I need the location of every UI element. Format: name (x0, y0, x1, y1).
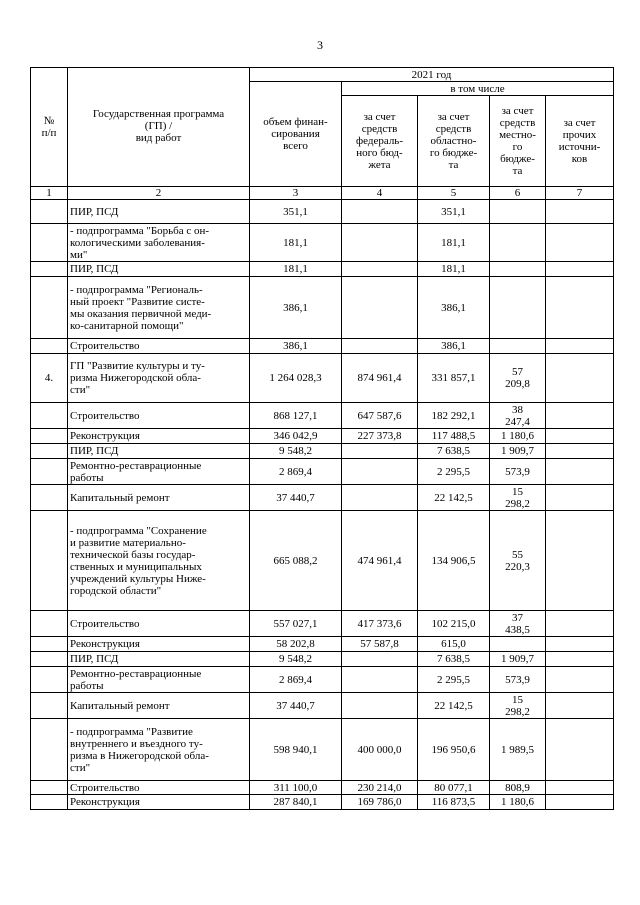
cell-total: 346 042,9 (250, 429, 342, 444)
cell-federal: 57 587,8 (342, 637, 418, 652)
cell-total: 9 548,2 (250, 652, 342, 667)
col-index-7: 7 (546, 187, 614, 200)
row-number (31, 429, 68, 444)
cell-regional: 196 950,6 (418, 719, 490, 781)
header-federal: за счет средств федераль- ного бюд- жета (342, 96, 418, 187)
cell-total: 2 869,4 (250, 667, 342, 693)
cell-regional: 116 873,5 (418, 795, 490, 810)
row-name: Реконструкция (68, 429, 250, 444)
col-index-1: 1 (31, 187, 68, 200)
cell-regional: 117 488,5 (418, 429, 490, 444)
header-num: № п/п (31, 68, 68, 187)
cell-local (490, 224, 546, 262)
cell-other (546, 429, 614, 444)
row-name: Капитальный ремонт (68, 485, 250, 511)
row-number (31, 339, 68, 354)
cell-total: 351,1 (250, 200, 342, 224)
col-index-5: 5 (418, 187, 490, 200)
cell-other (546, 693, 614, 719)
row-name: Ремонтно-реставрационные работы (68, 459, 250, 485)
cell-regional: 386,1 (418, 339, 490, 354)
cell-regional: 134 906,5 (418, 511, 490, 611)
table-row (31, 667, 614, 693)
row-number (31, 444, 68, 459)
cell-other (546, 444, 614, 459)
row-name: - подпрограмма "Региональ- ный проект "Развитие систе- мы оказания первичной меди- ко-санитарной помощи" (68, 277, 250, 339)
cell-regional: 80 077,1 (418, 781, 490, 795)
row-number (31, 637, 68, 652)
cell-other (546, 224, 614, 262)
row-name: Строительство (68, 339, 250, 354)
cell-local (490, 200, 546, 224)
cell-federal (342, 667, 418, 693)
table-row (31, 459, 614, 485)
table-row (31, 719, 614, 781)
cell-regional: 7 638,5 (418, 444, 490, 459)
cell-federal (342, 459, 418, 485)
cell-regional: 181,1 (418, 262, 490, 277)
cell-total: 2 869,4 (250, 459, 342, 485)
cell-total: 598 940,1 (250, 719, 342, 781)
row-name: ПИР, ПСД (68, 262, 250, 277)
cell-local: 1 909,7 (490, 652, 546, 667)
row-name: Строительство (68, 611, 250, 637)
table-row (31, 200, 614, 224)
header-local: за счет средств местно- го бюдже- та (490, 96, 546, 187)
cell-local: 38 247,4 (490, 403, 546, 429)
row-number: 4. (31, 354, 68, 403)
cell-regional: 615,0 (418, 637, 490, 652)
cell-regional: 7 638,5 (418, 652, 490, 667)
cell-federal (342, 652, 418, 667)
cell-local: 573,9 (490, 459, 546, 485)
row-number (31, 200, 68, 224)
row-name: Капитальный ремонт (68, 693, 250, 719)
row-number (31, 667, 68, 693)
row-number (31, 459, 68, 485)
cell-other (546, 339, 614, 354)
cell-local: 1 989,5 (490, 719, 546, 781)
row-name: Реконструкция (68, 795, 250, 810)
table-row (31, 403, 614, 429)
table-row (31, 795, 614, 810)
cell-federal: 400 000,0 (342, 719, 418, 781)
cell-total: 386,1 (250, 277, 342, 339)
cell-regional: 102 215,0 (418, 611, 490, 637)
row-name: ПИР, ПСД (68, 444, 250, 459)
cell-other (546, 667, 614, 693)
cell-total: 665 088,2 (250, 511, 342, 611)
column-index-row (31, 187, 614, 200)
table-row (31, 354, 614, 403)
cell-other (546, 611, 614, 637)
cell-other (546, 719, 614, 781)
cell-total: 37 440,7 (250, 693, 342, 719)
cell-local: 37 438,5 (490, 611, 546, 637)
cell-total: 386,1 (250, 339, 342, 354)
table-row (31, 652, 614, 667)
row-number (31, 652, 68, 667)
header-total: объем финан- сирования всего (250, 82, 342, 187)
cell-total: 1 264 028,3 (250, 354, 342, 403)
cell-total: 9 548,2 (250, 444, 342, 459)
cell-federal (342, 485, 418, 511)
row-number (31, 795, 68, 810)
cell-total: 181,1 (250, 262, 342, 277)
cell-other (546, 403, 614, 429)
row-name: ПИР, ПСД (68, 652, 250, 667)
table-row (31, 429, 614, 444)
cell-other (546, 511, 614, 611)
row-number (31, 403, 68, 429)
header-including: в том числе (342, 82, 614, 96)
cell-regional: 2 295,5 (418, 459, 490, 485)
cell-total: 181,1 (250, 224, 342, 262)
cell-local: 1 180,6 (490, 429, 546, 444)
budget-table (30, 67, 614, 810)
cell-other (546, 795, 614, 810)
cell-federal: 227 373,8 (342, 429, 418, 444)
row-name: - подпрограмма "Развитие внутреннего и въездного ту- ризма в Нижегородской обла- сти" (68, 719, 250, 781)
cell-local (490, 339, 546, 354)
cell-local (490, 277, 546, 339)
cell-local: 15 298,2 (490, 693, 546, 719)
cell-federal (342, 224, 418, 262)
cell-local: 1 180,6 (490, 795, 546, 810)
table-row (31, 781, 614, 795)
table-row (31, 637, 614, 652)
col-index-2: 2 (68, 187, 250, 200)
cell-regional: 22 142,5 (418, 693, 490, 719)
row-number (31, 277, 68, 339)
row-number (31, 511, 68, 611)
table-row (31, 511, 614, 611)
cell-regional: 2 295,5 (418, 667, 490, 693)
cell-federal: 169 786,0 (342, 795, 418, 810)
table-row (31, 277, 614, 339)
cell-other (546, 781, 614, 795)
row-name: - подпрограмма "Борьба с он- кологическими заболевания- ми" (68, 224, 250, 262)
row-number (31, 485, 68, 511)
cell-regional: 181,1 (418, 224, 490, 262)
cell-total: 557 027,1 (250, 611, 342, 637)
row-name: - подпрограмма "Сохранение и развитие материально- технической базы государ- ственных и муниципальных учреждений культуры Ниже- городской области" (68, 511, 250, 611)
row-name: ПИР, ПСД (68, 200, 250, 224)
cell-other (546, 262, 614, 277)
cell-local: 808,9 (490, 781, 546, 795)
cell-regional: 386,1 (418, 277, 490, 339)
row-number (31, 611, 68, 637)
cell-local: 15 298,2 (490, 485, 546, 511)
cell-federal: 874 961,4 (342, 354, 418, 403)
cell-total: 58 202,8 (250, 637, 342, 652)
cell-other (546, 652, 614, 667)
header-regional: за счет средств областно- го бюдже- та (418, 96, 490, 187)
row-name: Реконструкция (68, 637, 250, 652)
cell-regional: 331 857,1 (418, 354, 490, 403)
row-number (31, 719, 68, 781)
cell-other (546, 459, 614, 485)
table-row (31, 224, 614, 262)
cell-federal (342, 444, 418, 459)
cell-regional: 351,1 (418, 200, 490, 224)
cell-federal: 474 961,4 (342, 511, 418, 611)
cell-federal: 417 373,6 (342, 611, 418, 637)
table-row (31, 444, 614, 459)
row-name: Ремонтно-реставрационные работы (68, 667, 250, 693)
cell-other (546, 200, 614, 224)
header-year: 2021 год (250, 68, 614, 82)
col-index-4: 4 (342, 187, 418, 200)
cell-federal: 230 214,0 (342, 781, 418, 795)
table-row (31, 611, 614, 637)
cell-federal (342, 262, 418, 277)
cell-other (546, 277, 614, 339)
cell-other (546, 485, 614, 511)
cell-total: 311 100,0 (250, 781, 342, 795)
table-row (31, 693, 614, 719)
row-number (31, 224, 68, 262)
cell-federal (342, 277, 418, 339)
row-number (31, 693, 68, 719)
cell-regional: 182 292,1 (418, 403, 490, 429)
col-index-3: 3 (250, 187, 342, 200)
cell-local (490, 637, 546, 652)
row-name: Строительство (68, 403, 250, 429)
cell-local: 57 209,8 (490, 354, 546, 403)
header-program: Государственная программа (ГП) / вид работ (68, 68, 250, 187)
cell-local (490, 262, 546, 277)
row-number (31, 781, 68, 795)
row-name: ГП "Развитие культуры и ту- ризма Нижегородской обла- сти" (68, 354, 250, 403)
cell-total: 287 840,1 (250, 795, 342, 810)
table-row (31, 485, 614, 511)
cell-other (546, 637, 614, 652)
row-number (31, 262, 68, 277)
cell-regional: 22 142,5 (418, 485, 490, 511)
page-number: 3 (317, 38, 323, 52)
cell-local: 55 220,3 (490, 511, 546, 611)
table-row (31, 339, 614, 354)
col-index-6: 6 (490, 187, 546, 200)
row-name: Строительство (68, 781, 250, 795)
cell-federal (342, 339, 418, 354)
cell-other (546, 354, 614, 403)
cell-local: 1 909,7 (490, 444, 546, 459)
cell-local: 573,9 (490, 667, 546, 693)
cell-federal (342, 693, 418, 719)
table-row (31, 262, 614, 277)
cell-total: 868 127,1 (250, 403, 342, 429)
cell-federal: 647 587,6 (342, 403, 418, 429)
cell-total: 37 440,7 (250, 485, 342, 511)
header-other: за счет прочих источни- ков (546, 96, 614, 187)
cell-federal (342, 200, 418, 224)
